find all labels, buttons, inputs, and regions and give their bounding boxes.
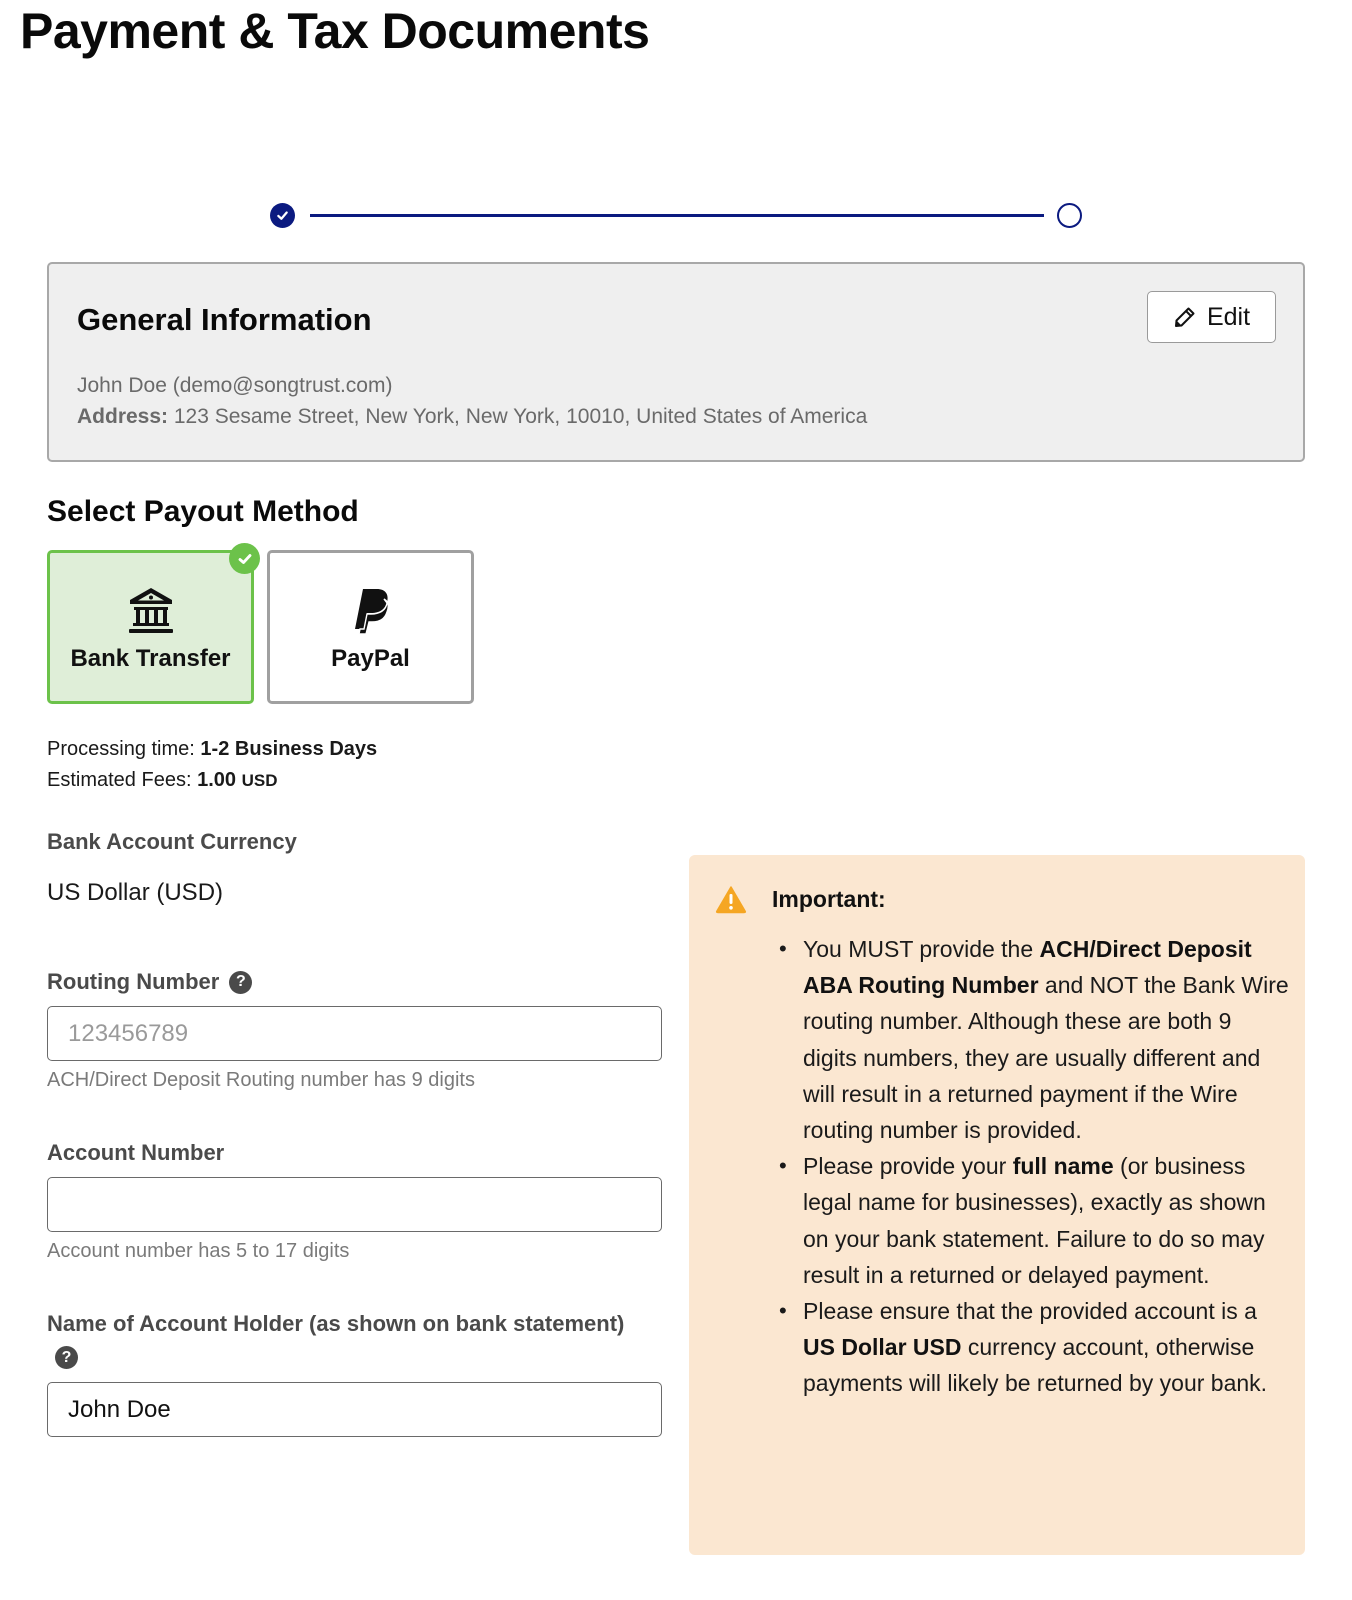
address-label: Address: [77, 405, 169, 428]
important-item: • Please ensure that the provided account is a US Dollar USD currency account, otherwise payments will likely be returned by your bank. [779, 1293, 1289, 1402]
account-number-hint: Account number has 5 to 17 digits [47, 1240, 350, 1262]
routing-number-hint: ACH/Direct Deposit Routing number has 9 digits [47, 1069, 475, 1091]
edit-label: Edit [1206, 302, 1251, 331]
routing-number-label-text: Routing Number [47, 969, 220, 994]
account-number-label-text: Account Number [47, 1140, 225, 1165]
processing-time-value: 1-2 Business Days [200, 738, 378, 760]
currency-label [47, 829, 297, 855]
important-item: • You MUST provide the ACH/Direct Deposit ABA Routing Number and NOT the Bank Wire routing number. Although these are both 9 digits numbers, they are usually different and will result in a returned payment if the Wire routing number is provided. [779, 931, 1289, 1148]
routing-number-label [47, 969, 252, 995]
important-notice [689, 855, 1305, 1555]
paypal-label: PayPal [331, 645, 410, 672]
check-icon [237, 551, 253, 567]
account-holder-label-text: Name of Account Holder (as shown on bank statement) [47, 1311, 625, 1336]
paypal-icon [351, 587, 391, 635]
question-circle-icon[interactable]: ? [229, 971, 252, 994]
question-circle-icon[interactable]: ? [55, 1346, 78, 1369]
bank-icon [126, 585, 176, 635]
step-1-complete [270, 203, 295, 228]
estimated-fees-currency: USD [241, 771, 278, 790]
processing-time [47, 738, 377, 761]
important-item: • Please provide your full name (or business legal name for businesses), exactly as shown on your bank statement. Failure to do so may result in a returned or delayed payment. [779, 1148, 1289, 1293]
user-name-email: John Doe (demo@songtrust.com) [77, 374, 393, 397]
general-information-title: General Information [77, 302, 372, 337]
general-information-card [47, 262, 1305, 462]
selected-check-badge [229, 543, 260, 574]
account-number-label [47, 1140, 224, 1166]
bank-transfer-label: Bank Transfer [70, 645, 231, 672]
check-icon [276, 209, 289, 222]
warning-triangle-icon [715, 885, 747, 914]
account-holder-label [47, 1311, 624, 1337]
payout-option-bank-transfer[interactable] [47, 550, 254, 704]
payout-option-paypal[interactable] [267, 550, 474, 704]
important-list [779, 931, 1289, 1402]
estimated-fees-label: Estimated Fees: [47, 769, 192, 791]
step-2-pending [1057, 203, 1082, 228]
pencil-icon [1173, 305, 1197, 329]
payout-method-title: Select Payout Method [47, 495, 359, 528]
page-title: Payment & Tax Documents [20, 3, 650, 59]
currency-value: US Dollar (USD) [47, 879, 224, 906]
user-address [77, 405, 867, 429]
progress-stepper [270, 203, 1084, 229]
estimated-fees-amount: 1.00 [197, 769, 237, 791]
routing-number-input[interactable] [47, 1006, 662, 1061]
important-title: Important: [772, 886, 886, 912]
step-connector [310, 214, 1044, 217]
processing-time-label: Processing time: [47, 738, 195, 760]
currency-label-text: Bank Account Currency [47, 829, 297, 854]
address-value: 123 Sesame Street, New York, New York, 10010, United States of America [173, 405, 868, 428]
edit-button[interactable] [1147, 291, 1276, 343]
account-number-input[interactable] [47, 1177, 662, 1232]
account-holder-input[interactable] [47, 1382, 662, 1437]
estimated-fees [47, 769, 277, 792]
